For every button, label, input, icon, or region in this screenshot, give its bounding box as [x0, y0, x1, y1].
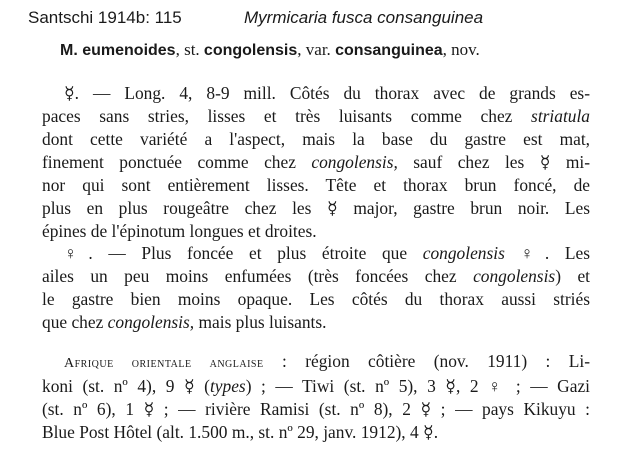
species-name: congolensis — [422, 243, 505, 263]
species-name: congolensis — [473, 266, 556, 286]
text-span: ) ; — Tiwi (st. nº 5), 3 ☿, 2 ♀ ; — Gazi — [245, 376, 590, 396]
worker-description — [42, 82, 590, 243]
text-span: sauf chez les ☿ mi- — [397, 152, 590, 172]
text-line: plus en plus rougeâtre chez les ☿ major, gastre brun noir. Les — [42, 198, 590, 218]
text-span: ) et — [555, 266, 590, 286]
text-span: ailes un peu moins enfumées (très foncées chez — [42, 266, 474, 286]
text-line: nor qui sont entièrement lisses. Tête et thorax brun foncé, de — [42, 175, 590, 195]
text-line: ☿. — Long. 4, 8-9 mill. Côtés du thorax avec de grands es- — [64, 83, 590, 103]
text-span: ♀. — Plus foncée et plus étroite que — [64, 243, 423, 263]
heading-variety: consanguinea — [335, 42, 443, 59]
taxon-heading — [60, 40, 480, 60]
text-line: Blue Post Hôtel (alt. 1.500 m., st. nº 29, janv. 1912), 4 ☿. — [42, 422, 439, 442]
text-line — [42, 105, 590, 128]
region-name: Afrique orientale anglaise — [64, 356, 264, 371]
text-line — [42, 151, 590, 174]
text-span: paces sans stries, lisses et très luisants comme chez — [42, 106, 532, 126]
text-line — [42, 242, 590, 265]
text-line — [42, 265, 590, 288]
citation: Santschi 1914b: 115 — [28, 8, 182, 27]
text-line: (st. nº 6), 1 ☿ ; — rivière Ramisi (st. nº 8), 2 ☿ ; — pays Kikuyu : — [42, 399, 590, 419]
heading-status: , nov. — [442, 40, 480, 59]
species-name: congolensis, — [107, 312, 195, 332]
species-name: striatula — [531, 106, 590, 126]
locality-records — [42, 350, 590, 444]
types-label: types — [209, 376, 246, 396]
taxon-title: Myrmicaria fusca consanguinea — [244, 8, 484, 27]
heading-sep-2: , var. — [297, 40, 336, 59]
species-name: congolensis, — [311, 152, 398, 172]
text-line: le gastre bien moins opaque. Les côtés du thorax aussi striés — [42, 289, 590, 309]
text-line — [42, 350, 590, 375]
text-line: dont cette variété a l'aspect, mais la base du gastre est mat, — [42, 129, 590, 149]
text-line — [42, 311, 590, 334]
text-span: mais plus luisants. — [194, 312, 327, 332]
text-span: finement ponctuée comme chez — [42, 152, 312, 172]
text-line — [42, 375, 590, 398]
text-span: ♀. Les — [504, 243, 591, 263]
female-description — [42, 242, 590, 334]
heading-subspecies: congolensis — [203, 42, 298, 59]
heading-species: M. eumenoides — [60, 42, 176, 59]
text-span: que chez — [42, 312, 108, 332]
heading-sep-1: , st. — [175, 40, 204, 59]
text-line: épines de l'épinotum longues et droites. — [42, 221, 317, 241]
text-span: : région côtière (nov. 1911) : Li- — [263, 351, 590, 371]
text-span: koni (st. nº 4), 9 ☿ ( — [42, 376, 210, 396]
